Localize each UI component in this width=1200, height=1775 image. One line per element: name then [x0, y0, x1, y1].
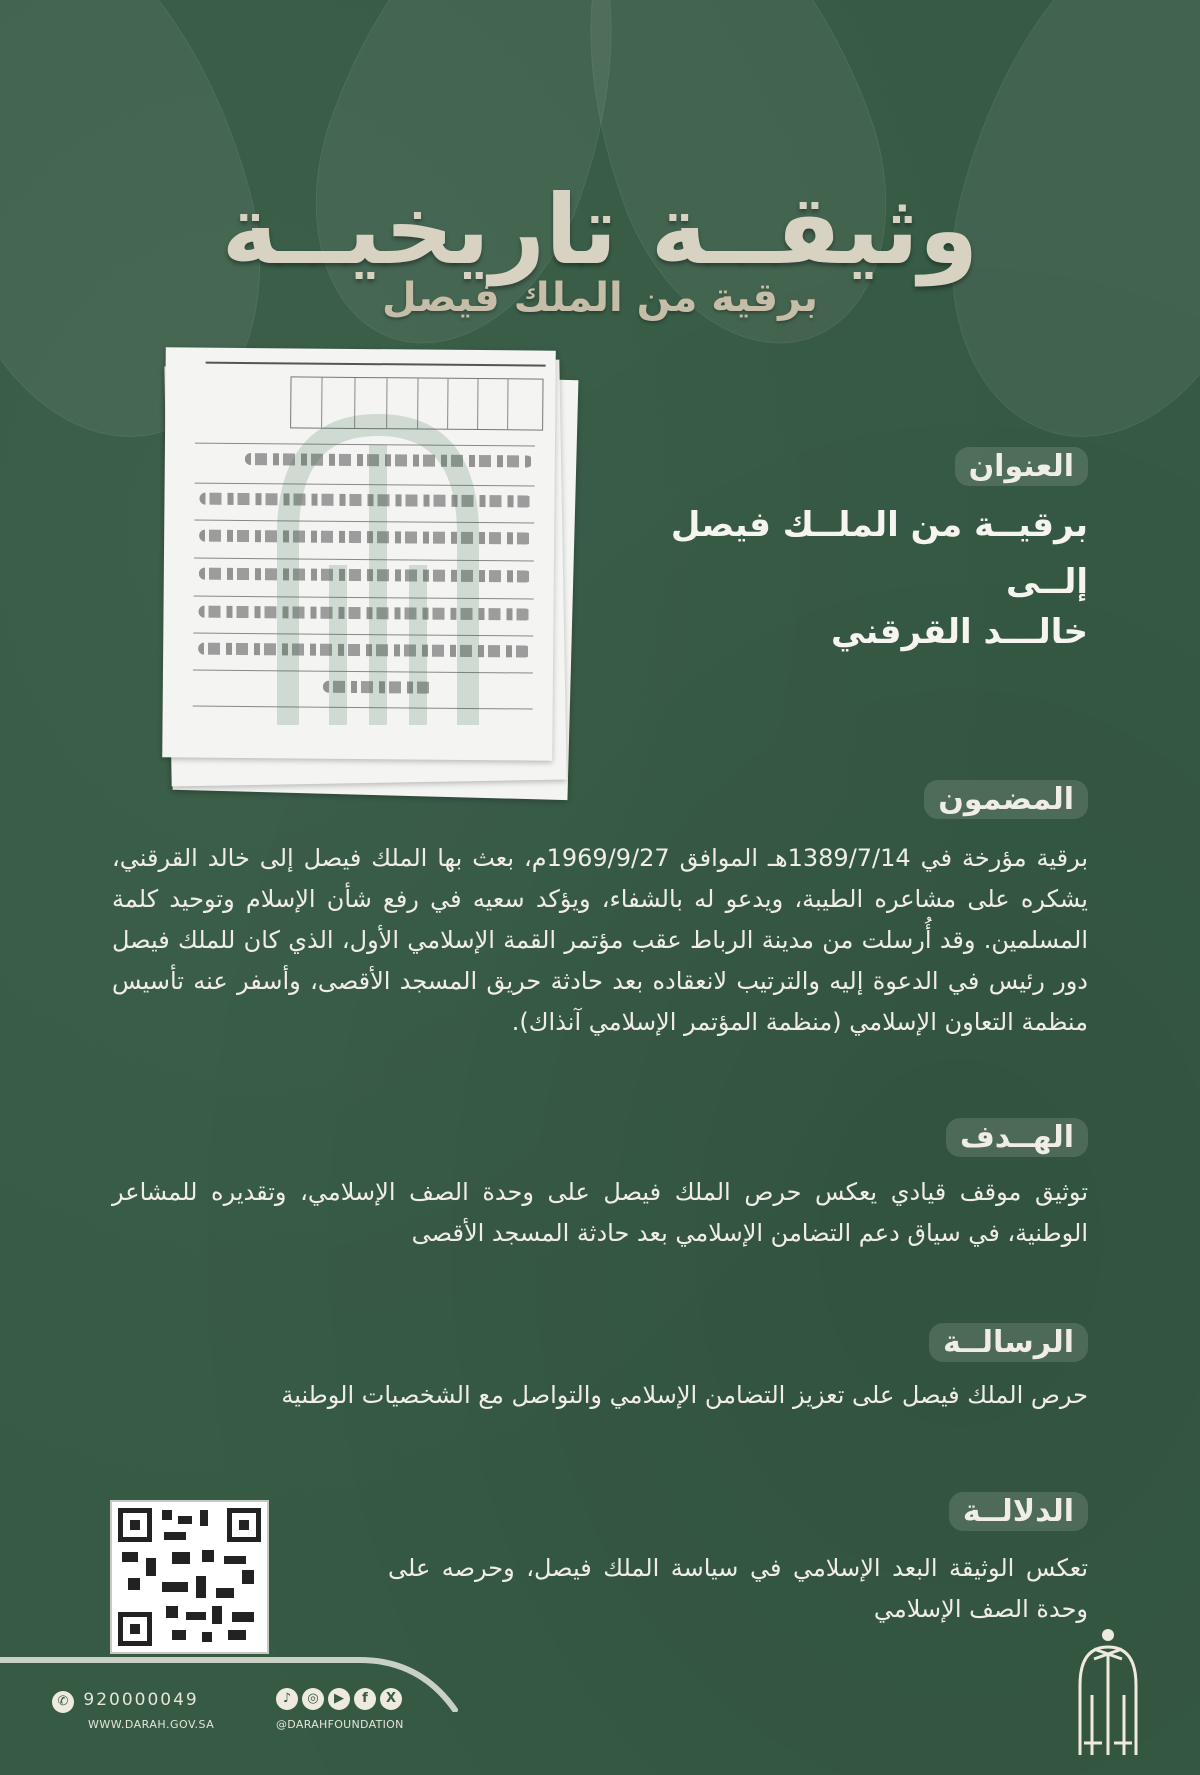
section-heading-message: الرسالــة	[929, 1323, 1088, 1362]
social-handle[interactable]: @DARAHFOUNDATION	[276, 1718, 404, 1731]
document-header-line	[206, 358, 546, 367]
x-icon[interactable]: X	[380, 1688, 402, 1710]
youtube-icon[interactable]: ▶	[328, 1688, 350, 1710]
title-line-to: إلــى	[1005, 562, 1088, 602]
page-title: وثيقــة تاريخيــة	[221, 174, 979, 287]
title-line-from: برقيــة من الملــك فيصل	[670, 505, 1088, 545]
section-heading-title: العنوان	[955, 447, 1088, 486]
page-subtitle: برقية من الملك فيصل	[382, 275, 818, 321]
section-heading-content: المضمون	[924, 780, 1088, 819]
section-heading-significance: الدلالــة	[949, 1492, 1088, 1531]
social-icons	[276, 1687, 406, 1710]
darah-logo-icon	[268, 405, 488, 725]
facebook-icon[interactable]: f	[354, 1688, 376, 1710]
section-body-message: حرص الملك فيصل على تعزيز التضامن الإسلامي والتواصل مع الشخصيات الوطنية	[281, 1381, 1088, 1409]
tiktok-icon[interactable]: ♪	[276, 1688, 298, 1710]
phone-contact[interactable]	[52, 1690, 199, 1713]
whatsapp-icon: ✆	[52, 1691, 74, 1713]
darah-logo	[1072, 1625, 1144, 1765]
instagram-icon[interactable]: ◎	[302, 1688, 324, 1710]
section-heading-goal: الهــدف	[946, 1118, 1088, 1157]
phone-number: 920000049	[83, 1690, 199, 1710]
website-link[interactable]: WWW.DARAH.GOV.SA	[88, 1718, 215, 1731]
section-body-content: برقية مؤرخة في 1389/7/14هـ الموافق 1969/9/27م، بعث بها الملك فيصل إلى خالد القرقني، يشكره على مشاعره الطيبة، ويدعو له بالشفاء، ويؤكد سعيه في رفع شأن الإسلام وتوحيد كلمة المسلمين. وقد أُرسلت من مدينة الرباط عقب مؤتمر القمة الإسلامي الأول، الذي كان للملك فيصل دور رئيس في الدعوة إليه والترتيب لانعقاده بعد حادثة حريق المسجد الأقصى، وأسفر عنه تأسيس منظمة التعاون الإسلامي (منظمة المؤتمر الإسلامي آنذاك).	[112, 844, 1088, 1036]
section-body-significance: تعكس الوثيقة البعد الإسلامي في سياسة الملك فيصل، وحرصه على وحدة الصف الإسلامي	[388, 1554, 1088, 1623]
document-image	[158, 345, 583, 800]
section-body-goal: توثيق موقف قيادي يعكس حرص الملك فيصل على وحدة الصف الإسلامي، وتقديره للمشاعر الوطنية، في سياق دعم التضامن الإسلامي بعد حادثة المسجد الأقصى	[112, 1178, 1088, 1247]
title-line-recipient: خالـــد القرقني	[831, 612, 1088, 652]
qr-code[interactable]	[110, 1500, 269, 1654]
